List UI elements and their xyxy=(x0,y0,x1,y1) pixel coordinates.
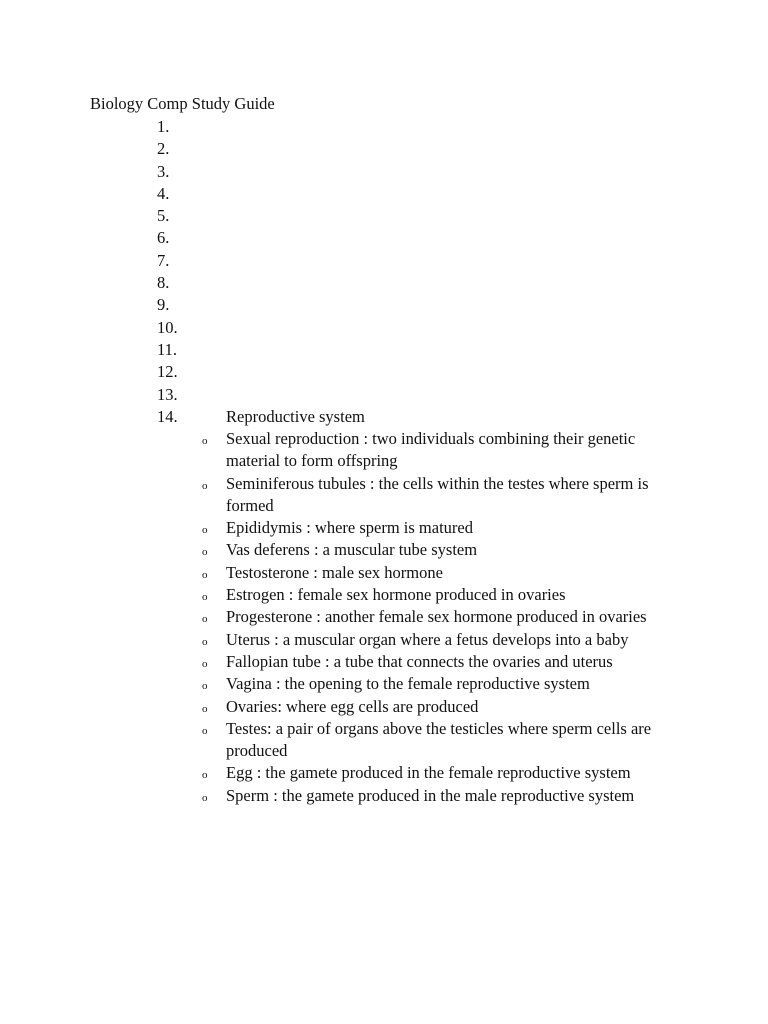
numbered-item-2 xyxy=(157,138,225,160)
numbered-item-7 xyxy=(157,250,225,272)
numbered-item-3 xyxy=(157,161,225,183)
numbered-item-5 xyxy=(157,205,225,227)
term-definition: Estrogen : female sex hormone produced in ovaries xyxy=(226,585,566,605)
numbered-item-14 xyxy=(157,406,365,428)
item-number: 12. xyxy=(157,362,178,382)
item-number: 7. xyxy=(157,250,170,270)
bullet-circle-icon: o xyxy=(202,635,208,648)
bullet-circle-icon: o xyxy=(202,702,208,715)
numbered-item-4 xyxy=(157,183,225,205)
numbered-item-13 xyxy=(157,384,225,406)
list-item xyxy=(202,473,672,518)
bullet-circle-icon: o xyxy=(202,546,208,559)
term-definition: Testes: a pair of organs above the testicles where sperm cells are produced xyxy=(226,718,652,761)
item-number: 11. xyxy=(157,339,178,359)
item-number: 10. xyxy=(157,317,178,337)
term-definition: Egg : the gamete produced in the female reproductive system xyxy=(226,763,631,783)
term-definition: Seminiferous tubules : the cells within the testes where sperm is formed xyxy=(226,473,649,515)
term-definition: Testosterone : male sex hormone xyxy=(226,562,443,582)
numbered-item-11 xyxy=(157,339,225,361)
item-number: 2. xyxy=(157,139,170,159)
list-item xyxy=(202,762,672,784)
term-definition: Sexual reproduction : two individuals combining their genetic material to form offspring xyxy=(226,429,636,471)
bullet-circle-icon: o xyxy=(202,568,208,581)
numbered-item-9 xyxy=(157,294,225,316)
list-item xyxy=(202,651,672,673)
list-item xyxy=(202,696,672,718)
item-number: 1. xyxy=(157,117,170,136)
term-definition: Vas deferens : a muscular tube system xyxy=(226,540,478,560)
item-number: 13. xyxy=(157,384,178,404)
bullet-circle-icon: o xyxy=(202,479,208,492)
numbered-list xyxy=(157,116,365,428)
bullet-circle-icon: o xyxy=(202,435,208,447)
bullet-circle-icon: o xyxy=(202,591,208,604)
list-item xyxy=(202,606,672,628)
list-item xyxy=(202,718,672,763)
term-definition: Progesterone : another female sex hormone produced in ovaries xyxy=(226,607,647,627)
item-number: 14. xyxy=(157,406,178,426)
list-item xyxy=(202,562,672,584)
item-number: 3. xyxy=(157,161,170,181)
bullet-circle-icon: o xyxy=(202,791,208,804)
bullet-circle-icon: o xyxy=(202,680,208,693)
bullet-circle-icon: o xyxy=(202,524,208,537)
bullet-circle-icon: o xyxy=(202,724,208,737)
item-number: 4. xyxy=(157,183,170,203)
bullet-circle-icon: o xyxy=(202,613,208,626)
term-definition: Uterus : a muscular organ where a fetus develops into a baby xyxy=(226,629,629,649)
item-number: 6. xyxy=(157,228,170,248)
item-number: 8. xyxy=(157,273,170,293)
list-item xyxy=(202,539,672,561)
numbered-item-6 xyxy=(157,227,225,249)
term-definition: Ovaries: where egg cells are produced xyxy=(226,696,479,716)
list-item xyxy=(202,629,672,651)
list-item xyxy=(202,673,672,695)
item-number: 5. xyxy=(157,206,170,226)
term-definition: Fallopian tube : a tube that connects the ovaries and uterus xyxy=(226,651,613,671)
list-item xyxy=(202,517,672,539)
section-heading-reproductive-system: Reproductive system xyxy=(226,406,365,426)
reproductive-terms-list xyxy=(202,428,672,807)
numbered-item-8 xyxy=(157,272,225,294)
item-number: 9. xyxy=(157,295,170,315)
list-item xyxy=(202,428,672,473)
term-definition: Sperm : the gamete produced in the male reproductive system xyxy=(226,785,635,805)
bullet-circle-icon: o xyxy=(202,657,208,670)
document-title: Biology Comp Study Guide xyxy=(90,94,275,113)
term-definition: Vagina : the opening to the female reproductive system xyxy=(226,674,590,694)
list-item xyxy=(202,785,672,807)
list-item xyxy=(202,584,672,606)
numbered-item-1 xyxy=(157,116,225,138)
numbered-item-12 xyxy=(157,361,225,383)
term-definition: Epididymis : where sperm is matured xyxy=(226,518,473,538)
bullet-circle-icon: o xyxy=(202,769,208,782)
numbered-item-10 xyxy=(157,317,225,339)
